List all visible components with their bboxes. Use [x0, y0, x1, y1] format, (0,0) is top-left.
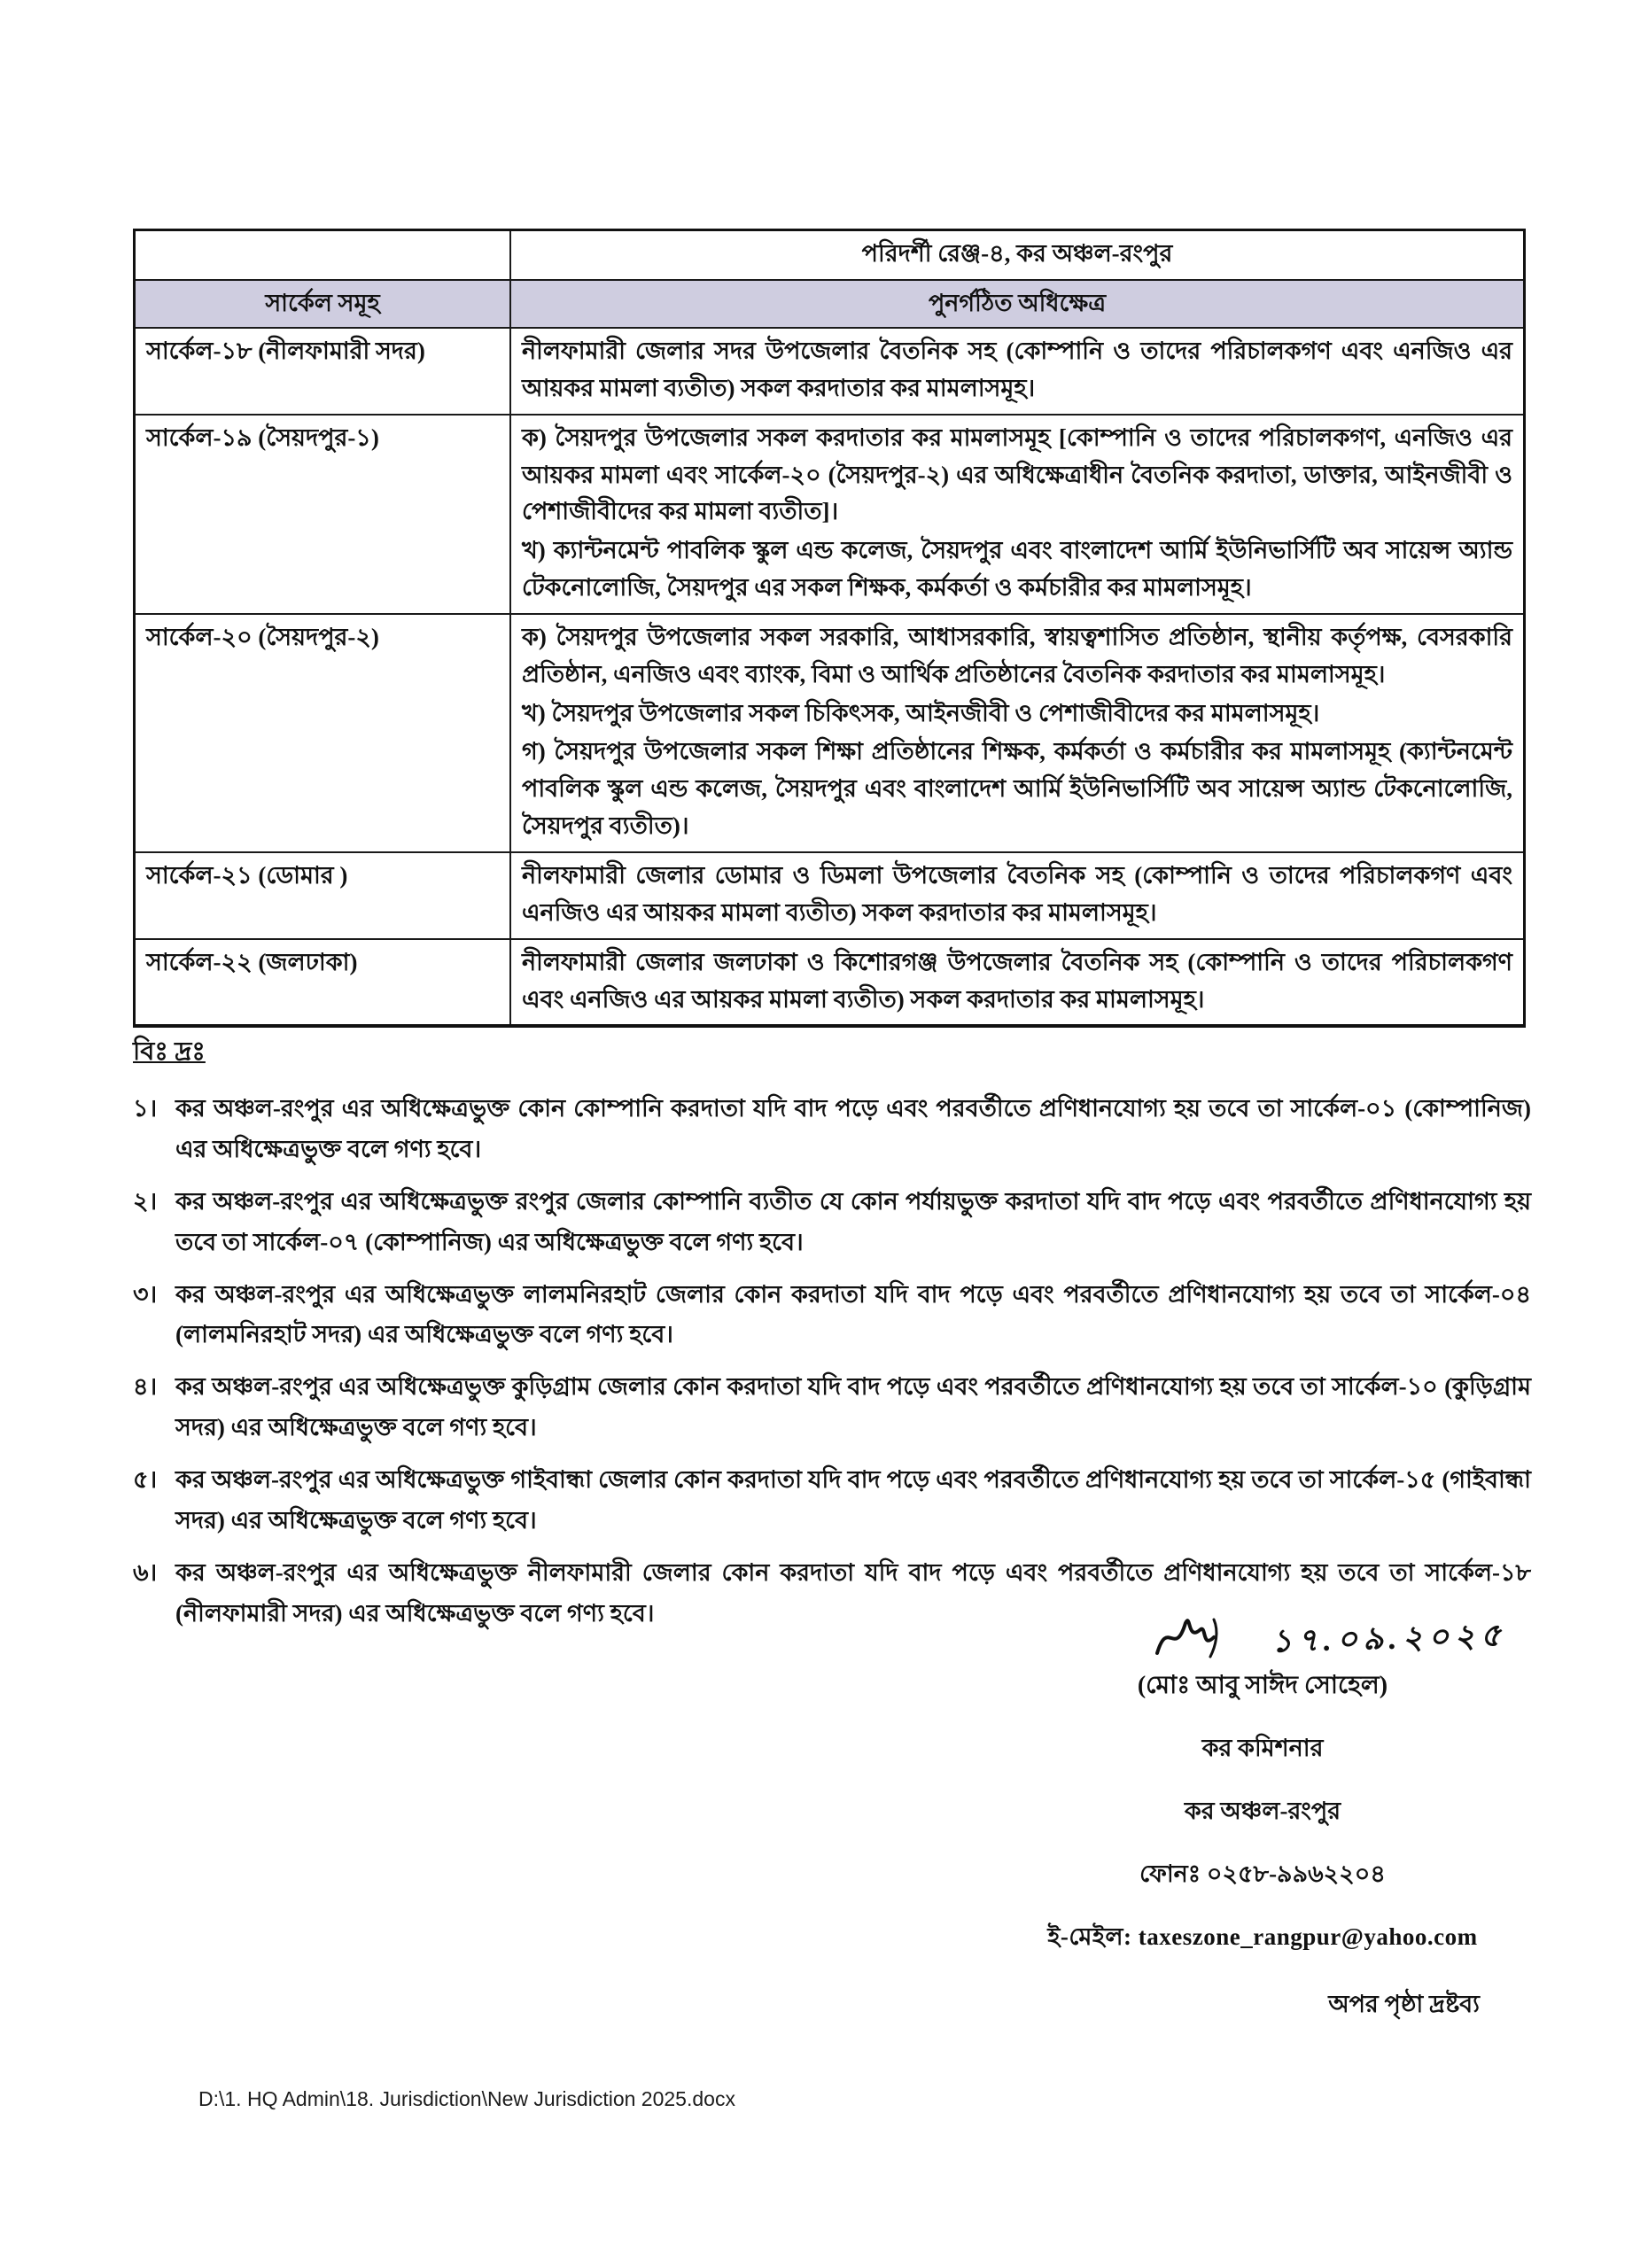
jurisdiction-cell — [510, 415, 1525, 614]
note-item — [133, 1089, 1531, 1170]
jurisdiction-line: গ) সৈয়দপুর উপজেলার সকল শিক্ষা প্রতিষ্ঠানের শিক্ষক, কর্মকর্তা ও কর্মচারীর কর মামলাসমূহ (ক্যান্টনমেন্ট পাবলিক স্কুল এন্ড কলেজ, সৈয়দপুর এবং বাংলাদেশ আর্মি ইউনিভার্সিটি অব সায়েন্স অ্যান্ড টেকনোলোজি, সৈয়দপুর ব্যতীত)। — [522, 738, 1512, 840]
notes-section — [133, 1031, 1531, 1646]
signatory-office: কর অঞ্চল-রংপুর — [1184, 1798, 1341, 1824]
table-title: পরিদর্শী রেঞ্জ-৪, কর অঞ্চল-রংপুর — [510, 230, 1525, 281]
next-page-note: অপর পৃষ্ঠা দ্রষ্টব্য — [1328, 1991, 1480, 2017]
column-header-circles: সার্কেল সমূহ — [135, 280, 511, 328]
signatory-name: (মোঃ আবু সাঈদ সোহেল) — [1137, 1672, 1388, 1699]
jurisdiction-cell — [510, 852, 1525, 939]
jurisdiction-line: নীলফামারী জেলার সদর উপজেলার বৈতনিক সহ (কোম্পানি ও তাদের পরিচালকগণ এবং এনজিও এর আয়কর মামলা ব্যতীত) সকল করদাতার কর মামলাসমূহ। — [522, 338, 1512, 401]
signatory-phone: ফোনঃ ০২৫৮-৯৯৬২২০৪ — [1139, 1860, 1386, 1887]
jurisdiction-line: খ) সৈয়দপুর উপজেলার সকল চিকিৎসক, আইনজীবী ও পেশাজীবীদের কর মামলাসমূহ। — [522, 699, 1320, 726]
empty-cell — [135, 230, 511, 281]
circle-cell: সার্কেল-২০ (সৈয়দপুর-২) — [135, 614, 511, 852]
note-number: ৩। — [133, 1280, 158, 1308]
notes-heading: বিঃ দ্রঃ — [133, 1037, 206, 1066]
jurisdiction-line: নীলফামারী জেলার ডোমার ও ডিমলা উপজেলার বৈতনিক সহ (কোম্পানি ও তাদের পরিচালকগণ এবং এনজিও এর আয়কর মামলা ব্যতীত) সকল করদাতার কর মামলাসমূহ। — [522, 861, 1512, 926]
column-header-jurisdiction: পুনর্গঠিত অধিক্ষেত্র — [510, 280, 1525, 328]
note-number: ১। — [133, 1095, 158, 1122]
jurisdiction-line: খ) ক্যান্টনমেন্ট পাবলিক স্কুল এন্ড কলেজ, সৈয়দপুর এবং বাংলাদেশ আর্মি ইউনিভার্সিটি অব সায়েন্স অ্যান্ড টেকনোলোজি, সৈয়দপুর এর সকল শিক্ষক, কর্মকর্তা ও কর্মচারীর কর মামলাসমূহ। — [522, 537, 1512, 602]
table-row — [135, 852, 1525, 939]
note-number: ৫। — [133, 1466, 158, 1494]
note-text: কর অঞ্চল-রংপুর এর অধিক্ষেত্রভুক্ত কুড়িগ্রাম জেলার কোন করদাতা যদি বাদ পড়ে এবং পরবর্তীতে প্রণিধানযোগ্য হয় তবে তা সার্কেল-১০ (কুড়িগ্রাম সদর) এর অধিক্ষেত্রভুক্ত বলে গণ্য হবে। — [175, 1373, 1531, 1441]
signatory-designation: কর কমিশনার — [1201, 1735, 1324, 1761]
note-text: কর অঞ্চল-রংপুর এর অধিক্ষেত্রভুক্ত রংপুর জেলার কোম্পানি ব্যতীত যে কোন পর্যায়ভুক্ত করদাতা যদি বাদ পড়ে এবং পরবর্তীতে প্রণিধানযোগ্য হয় তবে তা সার্কেল-০৭ (কোম্পানিজ) এর অধিক্ষেত্রভুক্ত বলে গণ্য হবে। — [175, 1187, 1531, 1255]
table-row — [135, 328, 1525, 415]
jurisdiction-table-body — [135, 328, 1525, 1026]
signature-block — [1001, 1614, 1524, 1959]
circle-cell: সার্কেল-২১ (ডোমার ) — [135, 852, 511, 939]
table-row — [135, 415, 1525, 614]
jurisdiction-table — [133, 229, 1526, 1028]
jurisdiction-line: ক) সৈয়দপুর উপজেলার সকল সরকারি, আধাসরকারি, স্বায়ত্বশাসিত প্রতিষ্ঠান, স্থানীয় কর্তৃপক্ষ, বেসরকারি প্রতিষ্ঠান, এনজিও এবং ব্যাংক, বিমা ও আর্থিক প্রতিষ্ঠানের বৈতনিক করদাতার কর মামলাসমূহ। — [522, 623, 1512, 687]
notes-list — [133, 1089, 1531, 1635]
note-number: ৪। — [133, 1373, 158, 1401]
jurisdiction-line: নীলফামারী জেলার জলঢাকা ও কিশোরগঞ্জ উপজেলার বৈতনিক সহ (কোম্পানি ও তাদের পরিচালকগণ এবং এনজিও এর আয়কর মামলা ব্যতীত) সকল করদাতার কর মামলাসমূহ। — [522, 948, 1512, 1013]
note-item — [133, 1367, 1531, 1449]
table-header-row — [135, 280, 1525, 328]
circle-cell: সার্কেল-২২ (জলঢাকা) — [135, 939, 511, 1027]
note-text: কর অঞ্চল-রংপুর এর অধিক্ষেত্রভুক্ত গাইবান্ধা জেলার কোন করদাতা যদি বাদ পড়ে এবং পরবর্তীতে প্রণিধানযোগ্য হয় তবে তা সার্কেল-১৫ (গাইবান্ধা সদর) এর অধিক্ষেত্রভুক্ত বলে গণ্য হবে। — [175, 1466, 1531, 1534]
jurisdiction-line: ক) সৈয়দপুর উপজেলার সকল করদাতার কর মামলাসমূহ [কোম্পানি ও তাদের পরিচালকগণ, এনজিও এর আয়কর মামলা এবং সার্কেল-২০ (সৈয়দপুর-২) এর অধিক্ষেত্রাধীন বৈতনিক করদাতা, ডাক্তার, আইনজীবী ও পেশাজীবীদের কর মামলা ব্যতীত]। — [522, 423, 1512, 525]
note-item — [133, 1275, 1531, 1356]
note-text: কর অঞ্চল-রংপুর এর অধিক্ষেত্রভুক্ত নীলফামারী জেলার কোন করদাতা যদি বাদ পড়ে এবং পরবর্তীতে প্রণিধানযোগ্য হয় তবে তা সার্কেল-১৮ (নীলফামারী সদর) এর অধিক্ষেত্রভুক্ত বলে গণ্য হবে। — [175, 1558, 1531, 1627]
signatory-email: ই-মেইল: taxeszone_rangpur@yahoo.com — [1047, 1923, 1478, 1950]
note-item — [133, 1182, 1531, 1263]
table-row — [135, 939, 1525, 1027]
circle-cell: সার্কেল-১৮ (নীলফামারী সদর) — [135, 328, 511, 415]
file-path: D:\1. HQ Admin\18. Jurisdiction\New Jurisdiction 2025.docx — [198, 2087, 735, 2110]
table-title-row — [135, 230, 1525, 281]
signature-date: ১৭.০৯.২০২৫ — [1271, 1617, 1507, 1659]
jurisdiction-cell — [510, 614, 1525, 852]
jurisdiction-cell — [510, 939, 1525, 1027]
table-row — [135, 614, 1525, 852]
note-text: কর অঞ্চল-রংপুর এর অধিক্ষেত্রভুক্ত কোন কোম্পানি করদাতা যদি বাদ পড়ে এবং পরবর্তীতে প্রণিধানযোগ্য হয় তবে তা সার্কেল-০১ (কোম্পানিজ) এর অধিক্ষেত্রভুক্ত বলে গণ্য হবে। — [175, 1095, 1531, 1162]
circle-cell: সার্কেল-১৯ (সৈয়দপুর-১) — [135, 415, 511, 614]
note-number: ৬। — [133, 1558, 158, 1586]
jurisdiction-cell — [510, 328, 1525, 415]
note-number: ২। — [133, 1187, 158, 1215]
note-text: কর অঞ্চল-রংপুর এর অধিক্ষেত্রভুক্ত লালমনিরহাট জেলার কোন করদাতা যদি বাদ পড়ে এবং পরবর্তীতে প্রণিধানযোগ্য হয় তবে তা সার্কেল-০৪ (লালমনিরহাট সদর) এর অধিক্ষেত্রভুক্ত বলে গণ্য হবে। — [175, 1280, 1531, 1348]
signature-scribble-icon — [1152, 1611, 1258, 1664]
note-item — [133, 1460, 1531, 1542]
signature-date-row — [1001, 1614, 1524, 1671]
